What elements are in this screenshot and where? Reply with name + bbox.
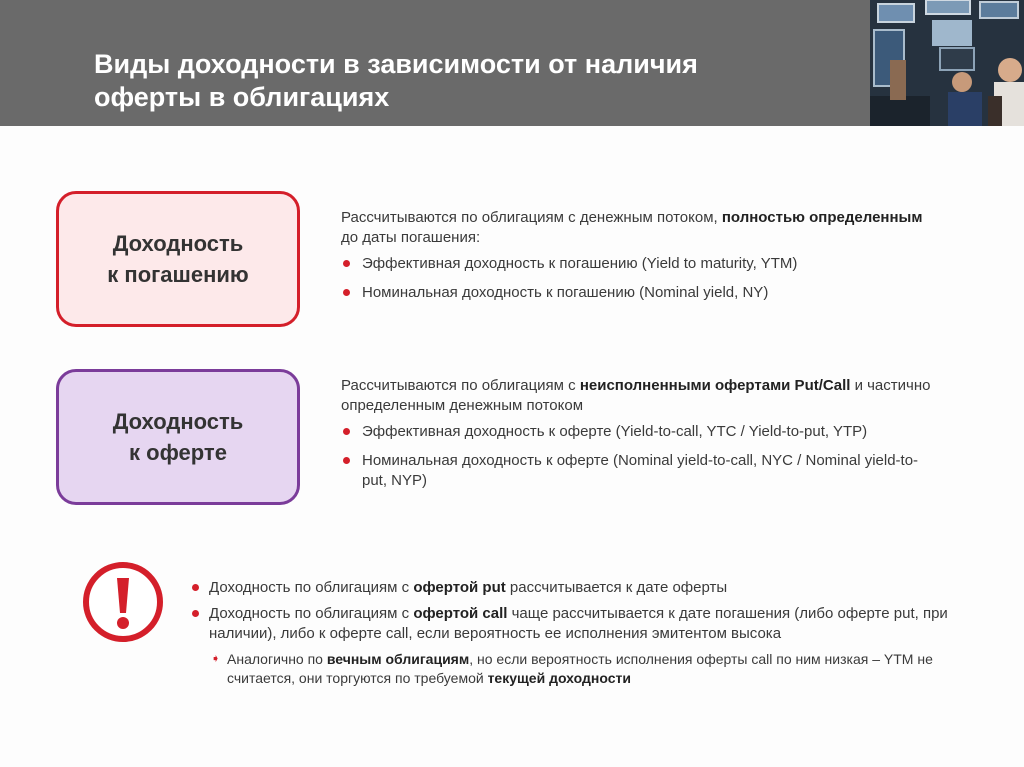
note-call-bold: офертой call xyxy=(413,605,508,622)
ytm-intro-text: Рассчитываются по облигациям с денежным потоком, xyxy=(341,209,722,226)
red-arrow-icon: ➧ xyxy=(211,653,221,665)
list-item: Эффективная доходность к оферте (Yield-to-call, YTC / Yield-to-put, YTP) xyxy=(341,422,941,442)
page-title xyxy=(94,48,814,114)
ytc-box xyxy=(56,369,300,505)
ytc-intro xyxy=(341,376,941,416)
note-perpetual-bold-2: текущей доходности xyxy=(487,670,631,686)
list-item: Номинальная доходность к оферте (Nominal yield-to-call, NYC / Nominal yield-to-put, NYP) xyxy=(341,451,941,491)
note-put-tail: рассчитывается к дате оферты xyxy=(505,579,728,596)
note-perpetual xyxy=(190,650,990,688)
ytc-intro-bold: неисполненными офертами Put/Call xyxy=(579,377,851,394)
title-line-2: оферты в облигациях xyxy=(94,82,390,112)
ytm-description xyxy=(341,208,941,312)
note-call xyxy=(190,604,990,644)
ytm-box-line-2: к погашению xyxy=(107,262,249,287)
ytc-description xyxy=(341,376,941,500)
ytm-intro-tail: до даты погашения: xyxy=(341,229,481,246)
note-perpetual-mid: , но если вероятность исполнения оферты call по ним низкая – YTM не считается, они торгуются по требуемой xyxy=(227,651,933,686)
ytm-box xyxy=(56,191,300,327)
notes-list xyxy=(190,578,990,688)
note-call-tail: чаще рассчитывается к дате погашения (либо оферте put, при наличии), либо к оферте call, если вероятность ее исполнения эмитентом высока xyxy=(209,605,948,642)
ytc-box-line-1: Доходность xyxy=(112,409,244,434)
note-put xyxy=(190,578,990,598)
trading-floor-photo xyxy=(870,0,1024,126)
ytm-bullet-list xyxy=(341,254,941,303)
ytm-box-line-1: Доходность xyxy=(112,231,244,256)
ytc-intro-tail: и частично определенным денежным потоком xyxy=(341,377,931,414)
title-line-1: Виды доходности в зависимости от наличия xyxy=(94,49,698,79)
ytm-intro-bold: полностью определенным xyxy=(721,209,923,226)
offer-notes xyxy=(190,578,990,688)
note-put-bold: офертой put xyxy=(413,579,506,596)
photo-illustration xyxy=(870,0,1024,126)
list-item: Эффективная доходность к погашению (Yield to maturity, YTM) xyxy=(341,254,941,274)
note-perpetual-text: Аналогично по xyxy=(227,651,327,667)
exclamation-circle-icon xyxy=(82,561,164,643)
note-perpetual-bold-1: вечным облигациям xyxy=(326,651,470,667)
ytm-box-label xyxy=(107,228,248,290)
list-item: Номинальная доходность к погашению (Nominal yield, NY) xyxy=(341,283,941,303)
ytc-intro-text: Рассчитываются по облигациям с xyxy=(341,377,580,394)
ytc-bullet-list xyxy=(341,422,941,491)
ytm-intro xyxy=(341,208,941,248)
note-put-text: Доходность по облигациям с xyxy=(209,579,414,596)
slide-header xyxy=(0,0,1024,126)
ytc-box-line-2: к оферте xyxy=(129,440,227,465)
note-call-text: Доходность по облигациям с xyxy=(209,605,414,622)
ytc-box-label xyxy=(113,406,244,468)
